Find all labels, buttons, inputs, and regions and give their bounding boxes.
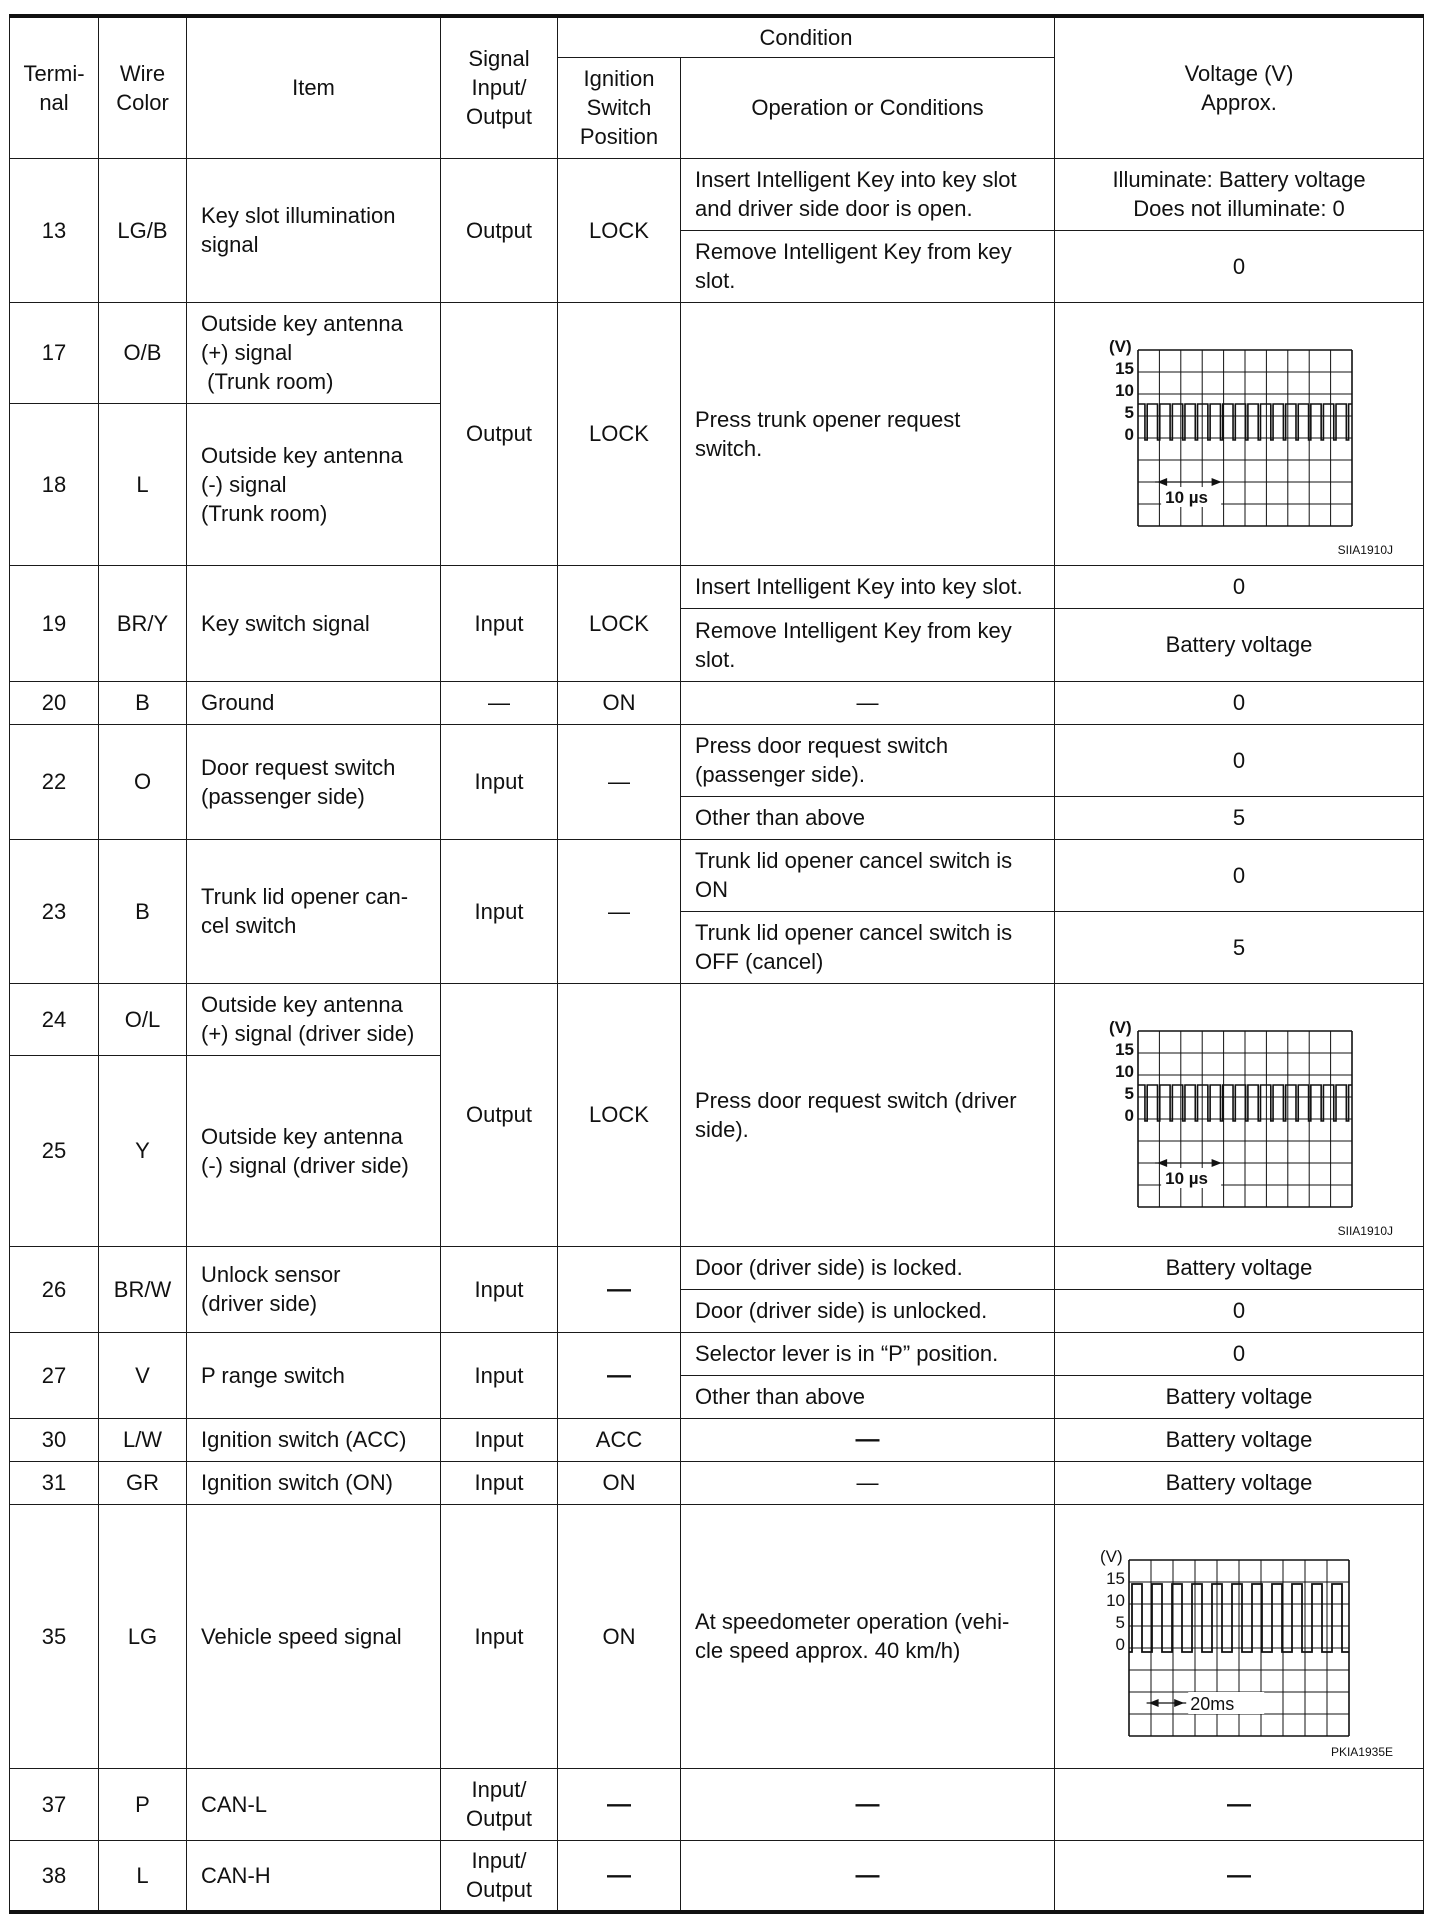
wire-color-cell: P — [99, 1768, 187, 1840]
operation-cell: — — [681, 1461, 1055, 1504]
terminal-cell: 13 — [10, 158, 99, 302]
text-line: Input/ — [471, 1777, 527, 1802]
text-line: Outside key antenna — [201, 992, 403, 1017]
wire-color-cell: O — [99, 724, 187, 839]
item-cell — [187, 302, 441, 403]
wire-color-cell: LG/B — [99, 158, 187, 302]
wire-color-cell: O/L — [99, 983, 187, 1055]
text-line: Does not illuminate: 0 — [1133, 196, 1345, 221]
terminal-cell: 25 — [10, 1055, 99, 1246]
terminal-cell: 20 — [10, 681, 99, 724]
text-line: Trunk lid opener cancel switch is — [695, 848, 1013, 873]
text-line: Key slot illumination — [201, 203, 396, 228]
table-row — [10, 983, 1424, 1055]
table-row — [10, 302, 1424, 403]
signal-cell: Input — [441, 724, 558, 839]
wire-color-cell: L/W — [99, 1418, 187, 1461]
ignition-cell: — — [558, 1840, 681, 1912]
operation-cell — [681, 230, 1055, 302]
text-line: 0 — [1232, 574, 1246, 599]
time-scale-label: 10 µs — [1165, 487, 1209, 507]
ignition-cell: — — [558, 1768, 681, 1840]
ignition-cell: — — [558, 1246, 681, 1332]
table-row — [10, 158, 1424, 230]
text-line: (driver side) — [201, 1291, 318, 1316]
text-line: Color — [116, 89, 169, 115]
text-line: Illuminate: Battery voltage — [1112, 167, 1366, 192]
wire-color-cell: L — [99, 1840, 187, 1912]
header-condition: Condition — [558, 16, 1055, 57]
y-unit-label: (V) — [1109, 1017, 1132, 1037]
text-line: Door (driver side) is unlocked. — [695, 1298, 988, 1323]
wire-color-cell: LG — [99, 1504, 187, 1768]
text-line: ON — [695, 877, 728, 902]
signal-cell: Input — [441, 1504, 558, 1768]
item-cell — [187, 724, 441, 839]
text-line: Remove Intelligent Key from key — [695, 617, 1012, 643]
signal-cell — [441, 1840, 558, 1912]
operation-cell — [681, 796, 1055, 839]
signal-cell: Input — [441, 1246, 558, 1332]
item-cell — [187, 839, 441, 983]
arrow-right-icon — [1212, 478, 1222, 486]
waveform-chart — [1055, 985, 1424, 1245]
text-line: (passenger side) — [201, 783, 365, 809]
wire-color-cell: O/B — [99, 302, 187, 403]
text-line: (-) signal — [201, 471, 287, 497]
signal-cell: Input — [441, 1332, 558, 1418]
time-scale-label: 10 µs — [1165, 1168, 1209, 1188]
signal-cell: Output — [441, 158, 558, 302]
signal-cell: — — [441, 681, 558, 724]
operation-cell — [681, 158, 1055, 230]
terminal-cell: 18 — [10, 403, 99, 565]
text-line: Input/ — [471, 1848, 527, 1874]
terminal-cell: 37 — [10, 1768, 99, 1840]
text-line: Battery voltage — [1165, 1384, 1313, 1409]
y-tick-label: 15 — [1106, 1569, 1126, 1588]
text-line: (-) signal (driver side) — [201, 1152, 409, 1178]
text-line: Output — [465, 104, 533, 130]
text-line: Press trunk opener request — [695, 406, 961, 432]
item-cell — [187, 565, 441, 681]
text-line: Switch — [586, 95, 652, 120]
header-row-1 — [10, 16, 1424, 57]
header-wire-color — [99, 16, 187, 158]
item-cell — [187, 983, 441, 1055]
signal-cell: Input — [441, 839, 558, 983]
voltage-cell: Battery voltage — [1055, 1461, 1424, 1504]
text-line: Insert Intelligent Key into key slot. — [695, 574, 1023, 599]
ignition-cell: ON — [558, 1461, 681, 1504]
y-tick-label: 0 — [1124, 424, 1135, 444]
text-line: Key switch signal — [201, 610, 370, 636]
text-line: Output — [465, 1877, 533, 1903]
y-tick-label: 0 — [1115, 1635, 1126, 1654]
text-line: CAN-H — [201, 1862, 271, 1888]
table-row — [10, 1246, 1424, 1289]
table-row — [10, 681, 1424, 724]
voltage-cell — [1055, 1289, 1424, 1332]
text-line: Output — [465, 1806, 533, 1831]
ignition-cell: LOCK — [558, 565, 681, 681]
table-row — [10, 1332, 1424, 1375]
y-tick-label: 10 — [1115, 380, 1135, 400]
terminal-cell: 31 — [10, 1461, 99, 1504]
text-line: cel switch — [201, 913, 297, 938]
text-line: Battery voltage — [1165, 1255, 1313, 1280]
arrow-left-icon — [1157, 1159, 1167, 1167]
wire-color-cell: B — [99, 839, 187, 983]
item-cell — [187, 1461, 441, 1504]
terminal-cell: 26 — [10, 1246, 99, 1332]
text-line: 0 — [1232, 253, 1246, 279]
y-tick-label: 5 — [1115, 1613, 1126, 1632]
ignition-cell: ON — [558, 1504, 681, 1768]
operation-cell — [681, 724, 1055, 796]
table-row — [10, 1504, 1424, 1768]
terminal-cell: 19 — [10, 565, 99, 681]
voltage-cell: 0 — [1055, 681, 1424, 724]
figure-code-label: SIIA1910J — [1337, 1223, 1394, 1238]
text-line: slot. — [695, 646, 736, 672]
text-line: and driver side door is open. — [695, 196, 973, 221]
time-scale-label: 20ms — [1190, 1694, 1235, 1714]
text-line: (+) signal — [201, 340, 293, 365]
figure-code-label: PKIA1935E — [1330, 1745, 1394, 1759]
ignition-cell: ON — [558, 681, 681, 724]
waveform-cell — [1055, 302, 1424, 565]
item-cell — [187, 1332, 441, 1418]
voltage-cell — [1055, 1375, 1424, 1418]
terminal-cell: 27 — [10, 1332, 99, 1418]
waveform-trace — [1138, 1085, 1352, 1121]
text-line: Signal — [468, 46, 530, 72]
wire-color-cell: Y — [99, 1055, 187, 1246]
voltage-cell — [1055, 230, 1424, 302]
item-cell — [187, 403, 441, 565]
voltage-cell — [1055, 1246, 1424, 1289]
header-operation: Operation or Conditions — [681, 57, 1055, 158]
operation-cell — [681, 1504, 1055, 1768]
terminal-cell: 38 — [10, 1840, 99, 1912]
operation-cell: — — [681, 1768, 1055, 1840]
operation-cell — [681, 839, 1055, 911]
ignition-cell: — — [558, 724, 681, 839]
item-cell — [187, 1418, 441, 1461]
text-line: Door request switch — [201, 754, 396, 780]
operation-cell: — — [681, 1418, 1055, 1461]
terminal-cell: 17 — [10, 302, 99, 403]
text-line: Ignition — [583, 66, 655, 91]
voltage-cell: — — [1055, 1768, 1424, 1840]
terminal-spec-table — [9, 14, 1424, 1914]
ignition-cell: LOCK — [558, 158, 681, 302]
voltage-cell — [1055, 839, 1424, 911]
table-row — [10, 1461, 1424, 1504]
item-cell — [187, 1504, 441, 1768]
table-row — [10, 565, 1424, 608]
y-tick-label: 10 — [1115, 1061, 1135, 1081]
item-cell — [187, 158, 441, 302]
operation-cell — [681, 302, 1055, 565]
y-tick-label: 15 — [1115, 1039, 1135, 1059]
signal-cell — [441, 1768, 558, 1840]
wire-color-cell: BR/Y — [99, 565, 187, 681]
signal-cell: Input — [441, 1461, 558, 1504]
text-line: (+) signal (driver side) — [201, 1021, 415, 1046]
text-line: Voltage (V) — [1184, 60, 1294, 86]
y-tick-label: 5 — [1124, 402, 1135, 422]
y-unit-label: (V) — [1100, 1547, 1123, 1566]
text-line: Trunk lid opener can- — [201, 884, 409, 909]
text-line: signal — [201, 232, 259, 257]
text-line: 0 — [1232, 1341, 1246, 1366]
text-line: Unlock sensor — [201, 1262, 341, 1287]
voltage-cell: — — [1055, 1840, 1424, 1912]
header-voltage — [1055, 16, 1424, 158]
text-line: CAN-L — [201, 1791, 268, 1817]
waveform-chart — [1055, 304, 1424, 564]
operation-cell — [681, 1332, 1055, 1375]
text-line: nal — [39, 89, 69, 115]
text-line: (Trunk room) — [201, 500, 328, 526]
text-line: Press door request switch (driver — [695, 1087, 1017, 1113]
voltage-cell — [1055, 1332, 1424, 1375]
text-line: Door (driver side) is locked. — [695, 1255, 963, 1280]
wire-color-cell: GR — [99, 1461, 187, 1504]
signal-cell: Input — [441, 565, 558, 681]
text-line: cle speed approx. 40 km/h) — [695, 1638, 961, 1663]
text-line: Insert Intelligent Key into key slot — [695, 167, 1017, 192]
operation-cell — [681, 1246, 1055, 1289]
waveform-trace — [1138, 404, 1352, 440]
text-line: Trunk lid opener cancel switch is — [695, 920, 1013, 945]
figure-code-label: SIIA1910J — [1337, 542, 1394, 557]
ignition-cell: LOCK — [558, 302, 681, 565]
text-line: (Trunk room) — [201, 369, 334, 394]
operation-cell — [681, 1289, 1055, 1332]
waveform-cell — [1055, 1504, 1424, 1768]
y-tick-label: 5 — [1124, 1083, 1135, 1103]
text-line: Ignition switch (ACC) — [201, 1427, 407, 1452]
text-line: Other than above — [695, 1384, 866, 1409]
arrow-left-icon — [1157, 478, 1167, 486]
text-line: Press door request switch — [695, 733, 949, 758]
item-cell — [187, 681, 441, 724]
operation-cell — [681, 911, 1055, 983]
table-row — [10, 1840, 1424, 1912]
wire-color-cell: L — [99, 403, 187, 565]
text-line: Outside key antenna — [201, 311, 403, 336]
operation-cell — [681, 1375, 1055, 1418]
text-line: (passenger side). — [695, 762, 865, 787]
arrow-right-icon — [1212, 1159, 1222, 1167]
voltage-cell — [1055, 796, 1424, 839]
text-line: Ignition switch (ON) — [201, 1470, 393, 1495]
text-line: Ground — [201, 690, 275, 715]
text-line: Outside key antenna — [201, 1123, 403, 1149]
text-line: Wire — [119, 60, 166, 86]
header-item: Item — [187, 16, 441, 158]
waveform-cell — [1055, 983, 1424, 1246]
ignition-cell: — — [558, 839, 681, 983]
waveform-chart — [1055, 1506, 1424, 1766]
operation-cell: — — [681, 1840, 1055, 1912]
operation-cell — [681, 565, 1055, 608]
signal-cell: Output — [441, 302, 558, 565]
text-line: Termi- — [23, 60, 85, 86]
ignition-cell: ACC — [558, 1418, 681, 1461]
text-line: Approx. — [1201, 89, 1277, 115]
signal-cell: Input — [441, 1418, 558, 1461]
header-ignition — [558, 57, 681, 158]
voltage-cell — [1055, 608, 1424, 681]
text-line: Battery voltage — [1165, 632, 1313, 657]
operation-cell — [681, 608, 1055, 681]
text-line: P range switch — [201, 1362, 345, 1388]
table-row — [10, 1418, 1424, 1461]
arrow-left-icon — [1149, 1699, 1159, 1707]
text-line: 0 — [1232, 747, 1246, 773]
operation-cell: — — [681, 681, 1055, 724]
terminal-cell: 35 — [10, 1504, 99, 1768]
table-row — [10, 839, 1424, 911]
voltage-cell — [1055, 565, 1424, 608]
item-cell — [187, 1246, 441, 1332]
ignition-cell: LOCK — [558, 983, 681, 1246]
wire-color-cell: BR/W — [99, 1246, 187, 1332]
header-signal — [441, 16, 558, 158]
operation-cell — [681, 983, 1055, 1246]
terminal-cell: 23 — [10, 839, 99, 983]
y-tick-label: 15 — [1115, 358, 1135, 378]
text-line: Position — [579, 124, 659, 149]
table-row — [10, 1768, 1424, 1840]
voltage-cell — [1055, 158, 1424, 230]
text-line: Selector lever is in “P” position. — [695, 1341, 999, 1366]
table-row — [10, 724, 1424, 796]
text-line: Remove Intelligent Key from key — [695, 239, 1012, 264]
arrow-right-icon — [1174, 1699, 1184, 1707]
text-line: side). — [695, 1116, 749, 1142]
voltage-cell: Battery voltage — [1055, 1418, 1424, 1461]
terminal-cell: 24 — [10, 983, 99, 1055]
header-terminal — [10, 16, 99, 158]
text-line: 5 — [1232, 805, 1246, 830]
y-unit-label: (V) — [1109, 336, 1132, 356]
text-line: Vehicle speed signal — [201, 1623, 402, 1649]
text-line: slot. — [695, 268, 736, 293]
wire-color-cell: V — [99, 1332, 187, 1418]
ignition-cell: — — [558, 1332, 681, 1418]
item-cell — [187, 1840, 441, 1912]
text-line: 0 — [1232, 862, 1246, 888]
text-line: 0 — [1232, 1298, 1246, 1323]
voltage-cell — [1055, 911, 1424, 983]
y-tick-label: 10 — [1106, 1591, 1126, 1610]
terminal-cell: 30 — [10, 1418, 99, 1461]
text-line: At speedometer operation (vehi- — [695, 1609, 1010, 1634]
y-tick-label: 0 — [1124, 1105, 1135, 1125]
text-line: OFF (cancel) — [695, 949, 824, 974]
voltage-cell — [1055, 724, 1424, 796]
text-line: Input/ — [471, 75, 527, 101]
terminal-cell: 22 — [10, 724, 99, 839]
text-line: switch. — [695, 435, 763, 461]
item-cell — [187, 1768, 441, 1840]
wire-color-cell: B — [99, 681, 187, 724]
text-line: 5 — [1232, 934, 1246, 960]
signal-cell: Output — [441, 983, 558, 1246]
text-line: Other than above — [695, 805, 866, 830]
text-line: Outside key antenna — [201, 442, 403, 468]
item-cell — [187, 1055, 441, 1246]
